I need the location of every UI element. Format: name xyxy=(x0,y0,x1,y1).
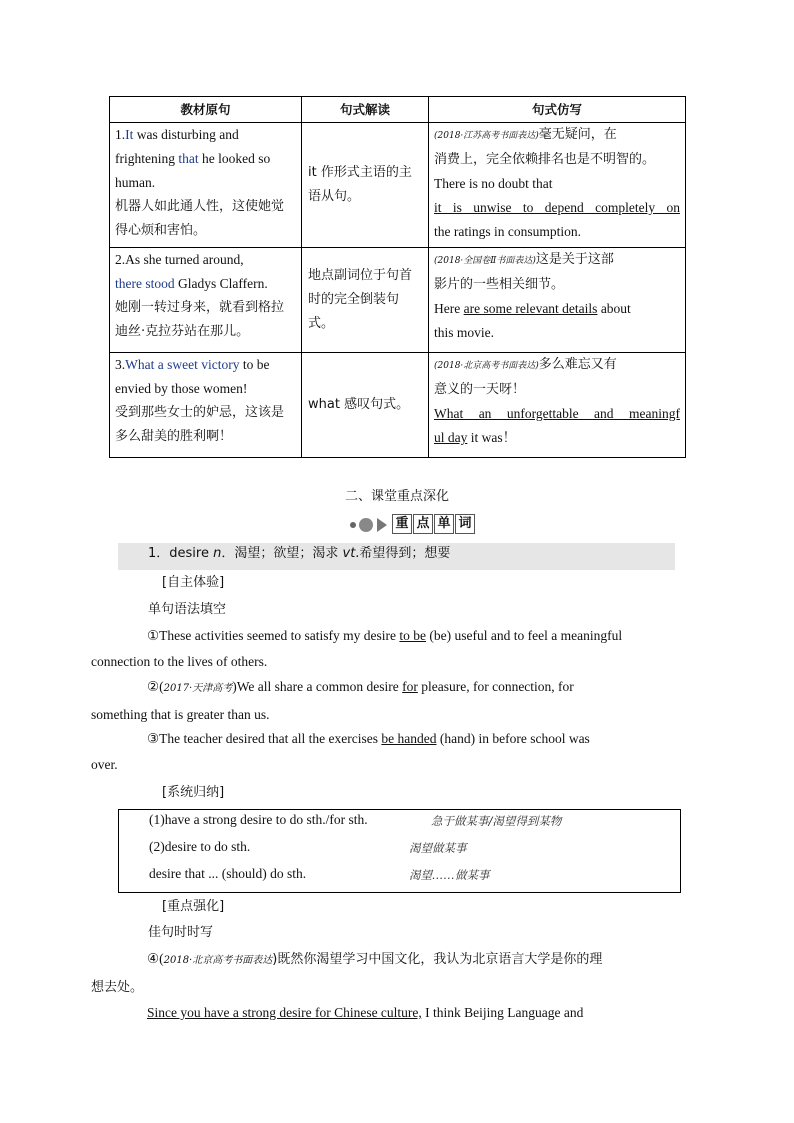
summary-box: (1)have a strong desire to do sth./for sth. 急于做某事/渴望得到某物 (2)desire to do sth. 渴望做某事 desire that ... (should) do sth. 渴望……做某事 xyxy=(118,809,681,893)
badge-label: 重 点 单 词 xyxy=(392,514,475,534)
highlight-what-a: What a sweet victory xyxy=(125,357,240,372)
exercise-type-label: 单句语法填空 xyxy=(148,602,227,617)
answer-text: What an unforgettable and meaningf xyxy=(434,406,680,421)
answer-text: for xyxy=(402,679,418,694)
exercise-item-2: ②(2017·天津高考)We all share a common desire for pleasure, for connection, for something that is greater than us. xyxy=(91,679,574,722)
source-tag: (2018·全国卷Ⅱ书面表达) xyxy=(434,256,536,266)
table-row xyxy=(110,248,686,353)
exercise-item-3: ③The teacher desired that all the exercises be handed (hand) in before school was over. xyxy=(91,731,590,772)
exercise-item-1: ①These activities seemed to satisfy my desire to be (be) useful and to feel a meaningful connection to the lives of others. xyxy=(91,628,623,669)
table-header-row xyxy=(110,97,686,123)
header-original: 教材原句 xyxy=(110,97,302,123)
imitation-cell: (2018·全国卷Ⅱ书面表达)这是关于这部 影片的一些相关细节。 Here are some relevant details about this movie. xyxy=(429,248,686,353)
table-row xyxy=(110,353,686,458)
header-analysis: 句式解读 xyxy=(302,97,429,123)
exercise-item-4-answer: Since you have a strong desire for Chinese culture, I think Beijing Language and xyxy=(147,1005,584,1020)
header-imitation: 句式仿写 xyxy=(429,97,686,123)
original-sentence-cell: 2.As she turned around, there stood Gladys Claffern. 她刚一转过身来，就看到格拉 迪丝·克拉芬站在那儿。 xyxy=(110,248,302,353)
original-sentence-cell: 3.What a sweet victory to be envied by those women! 受到那些女士的妒忌，这该是 多么甜美的胜利啊！ xyxy=(110,353,302,458)
play-arrow-icon xyxy=(377,518,387,532)
answer-text: ul day xyxy=(434,430,468,445)
answer-text: be handed xyxy=(381,731,437,746)
answer-text: to be xyxy=(399,628,427,643)
answer-text: Since you have a strong desire for Chinese culture, xyxy=(147,1005,422,1020)
analysis-cell: what 感叹句式。 xyxy=(302,353,429,458)
key-words-badge xyxy=(350,514,480,536)
table-row xyxy=(110,123,686,248)
focus-heading: [重点强化] xyxy=(162,899,225,914)
analysis-cell: 地点副词位于句首时的完全倒装句式。 xyxy=(302,248,429,353)
sentence-pattern-table xyxy=(109,96,686,458)
source-tag: (2018·江苏高考书面表达) xyxy=(434,131,539,141)
source-tag: (2018·北京高考书面表达) xyxy=(434,361,539,371)
analysis-cell: it 作形式主语的主语从句。 xyxy=(302,123,429,248)
source-tag: 2017·天津高考 xyxy=(163,683,233,694)
highlight-that: that xyxy=(178,151,199,166)
exercise-type-label: 佳句时时写 xyxy=(148,925,214,940)
section-title: 二、课堂重点深化 xyxy=(344,489,449,504)
dot-icon xyxy=(350,522,356,528)
answer-text: it is unwise to depend completely on xyxy=(434,200,680,215)
original-sentence-cell: 1.It was disturbing and frightening that he looked so human. 机器人如此通人性，这使她觉 得心烦和害怕。 xyxy=(110,123,302,248)
circle-icon xyxy=(359,518,373,532)
vocabulary-entry-bar: 1．desire n．渴望；欲望；渴求 vt.希望得到；想要 xyxy=(118,543,675,570)
highlight-it: It xyxy=(125,127,134,142)
highlight-there-stood: there stood xyxy=(115,276,175,291)
source-tag: 2018·北京高考书面表达 xyxy=(163,955,273,966)
answer-text: are some relevant details xyxy=(463,301,598,316)
imitation-cell: (2018·江苏高考书面表达)毫无疑问，在 消费上，完全依赖排名也是不明智的。 There is no doubt that it is unwise to depend completely on the ratings in consumption. xyxy=(429,123,686,248)
summary-heading: [系统归纳] xyxy=(162,785,225,800)
exercise-item-4: ④(2018·北京高考书面表达)既然你渴望学习中国文化，我认为北京语言大学是你的理 想去处。 xyxy=(91,951,603,995)
imitation-cell: (2018·北京高考书面表达)多么难忘又有 意义的一天呀！ What an unforgettable and meaningf ul day it was！ xyxy=(429,353,686,458)
self-check-heading: [自主体验] xyxy=(162,575,225,590)
